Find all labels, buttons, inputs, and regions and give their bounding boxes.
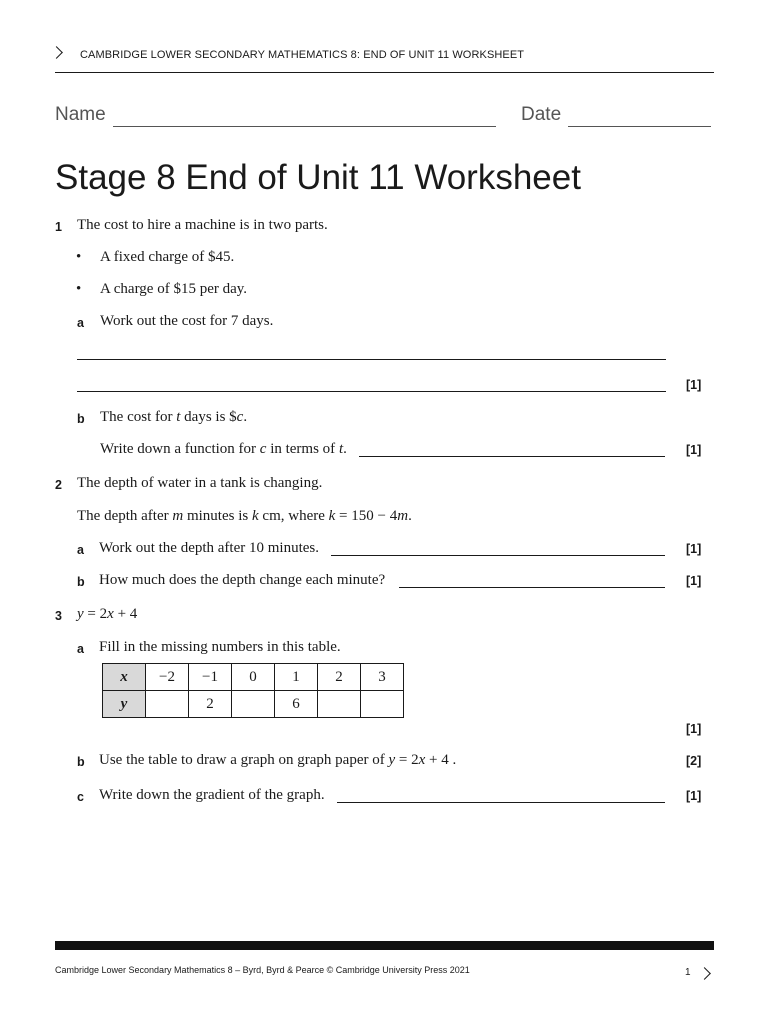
- mark-allocation: [1]: [686, 789, 702, 803]
- mark-allocation: [1]: [686, 722, 702, 736]
- chevron-right-icon: [50, 46, 63, 59]
- footer-credit: Cambridge Lower Secondary Mathematics 8 – Byrd, Byrd & Pearce © Cambridge University Press 2021: [55, 965, 470, 975]
- answer-line[interactable]: [77, 391, 666, 392]
- bullet-icon: •: [76, 281, 82, 297]
- part-label: a: [77, 316, 84, 330]
- mark-allocation: [1]: [686, 542, 702, 556]
- question-number: 3: [55, 609, 62, 623]
- part-text: How much does the depth change each minute?: [99, 572, 386, 588]
- chevron-right-icon: [698, 967, 711, 980]
- part-label: b: [77, 755, 85, 769]
- table-row: [103, 691, 404, 718]
- table-cell: 1: [275, 664, 318, 691]
- table-cell: 2: [189, 691, 232, 718]
- date-label: Date: [521, 104, 562, 125]
- bullet-icon: •: [76, 249, 82, 265]
- question-stem: The depth of water in a tank is changing.: [77, 475, 323, 491]
- table-header-x: x: [103, 664, 146, 691]
- part-text: Work out the depth after 10 minutes.: [99, 540, 319, 556]
- footer-bar: [55, 941, 714, 950]
- part-label: b: [77, 412, 85, 426]
- running-title: CAMBRIDGE LOWER SECONDARY MATHEMATICS 8: END OF UNIT 11 WORKSHEET: [80, 49, 525, 61]
- part-text: Write down a function for c in terms of t.: [100, 441, 347, 457]
- table-cell: 3: [361, 664, 404, 691]
- mark-allocation: [1]: [686, 378, 702, 392]
- xy-table: [102, 663, 404, 718]
- page-number: 1: [685, 967, 691, 978]
- header-divider: [55, 72, 714, 73]
- question-number: 1: [55, 220, 62, 234]
- table-cell: −1: [189, 664, 232, 691]
- part-text: Work out the cost for 7 days.: [100, 313, 274, 329]
- part-label: a: [77, 543, 84, 557]
- part-text: The cost for t days is $c.: [100, 409, 248, 425]
- mark-allocation: [1]: [686, 574, 702, 588]
- equation: y = 2x + 4: [77, 606, 138, 622]
- part-label: b: [77, 575, 85, 589]
- table-cell-blank[interactable]: [318, 691, 361, 718]
- date-field-line[interactable]: [568, 126, 711, 127]
- part-text: Fill in the missing numbers in this table.: [99, 639, 341, 655]
- table-cell-blank[interactable]: [361, 691, 404, 718]
- mark-allocation: [1]: [686, 443, 702, 457]
- table-cell-blank[interactable]: [232, 691, 275, 718]
- bullet-item: A fixed charge of $45.: [100, 249, 235, 265]
- answer-line[interactable]: [331, 555, 665, 556]
- table-cell: 0: [232, 664, 275, 691]
- table-header-y: y: [103, 691, 146, 718]
- part-label: c: [77, 790, 84, 804]
- table-cell-blank[interactable]: [146, 691, 189, 718]
- part-text: Use the table to draw a graph on graph paper of y = 2x + 4 .: [99, 752, 457, 768]
- question-number: 2: [55, 478, 62, 492]
- table-row: [103, 664, 404, 691]
- part-label: a: [77, 642, 84, 656]
- table-cell: −2: [146, 664, 189, 691]
- question-text: The depth after m minutes is k cm, where k = 150 − 4m.: [77, 508, 412, 524]
- answer-line[interactable]: [399, 587, 665, 588]
- page-title: Stage 8 End of Unit 11 Worksheet: [55, 158, 581, 197]
- name-field-line[interactable]: [113, 126, 496, 127]
- name-label: Name: [55, 104, 106, 125]
- answer-line[interactable]: [337, 802, 665, 803]
- part-text: Write down the gradient of the graph.: [99, 787, 325, 803]
- mark-allocation: [2]: [686, 754, 702, 768]
- bullet-item: A charge of $15 per day.: [100, 281, 248, 297]
- question-stem: The cost to hire a machine is in two parts.: [77, 217, 328, 233]
- table-cell: 2: [318, 664, 361, 691]
- answer-line[interactable]: [77, 359, 666, 360]
- table-cell: 6: [275, 691, 318, 718]
- answer-line[interactable]: [359, 456, 665, 457]
